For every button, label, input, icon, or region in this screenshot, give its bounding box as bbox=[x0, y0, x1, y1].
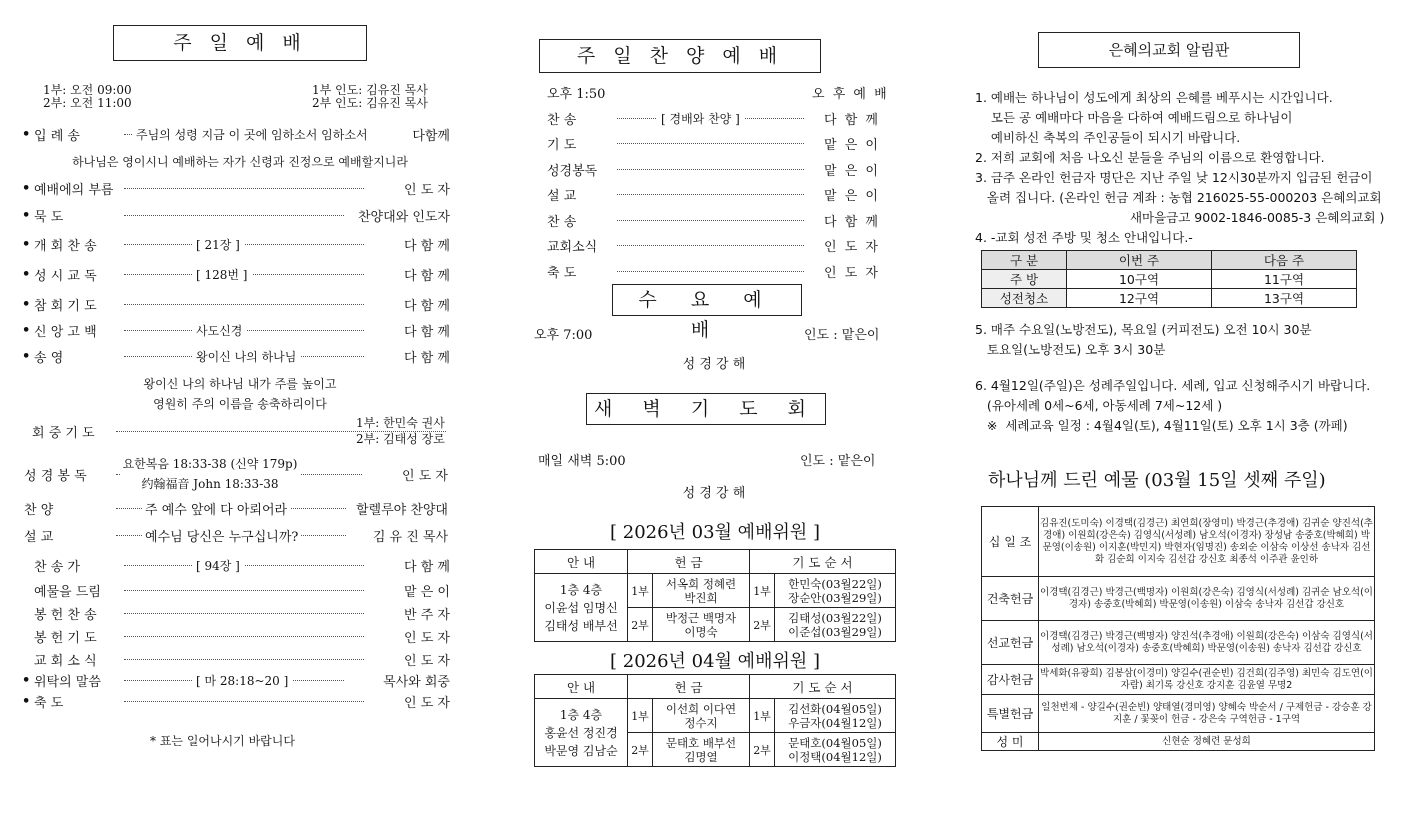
prayer-name: 장순안(03월29일) bbox=[788, 590, 882, 605]
row-middle: 주님의 성령 지금 이 곳에 임하소서 임하소서 bbox=[132, 126, 372, 143]
row-value: 찬양대와 인도자 bbox=[357, 209, 450, 225]
notices-part1 bbox=[975, 88, 1384, 248]
service-leaders bbox=[312, 84, 428, 110]
row-label: 신 앙 고 백 bbox=[34, 324, 97, 340]
clean-row bbox=[982, 270, 1357, 289]
worship-row bbox=[22, 671, 450, 689]
clean-cell: 13구역 bbox=[1212, 289, 1357, 308]
offering-names: 김유진(도미숙) 이경택(김경근) 최연희(장영미) 박경근(추경애) 김귀순 양진석(추경애) 이원희(강은숙) 김영식(서성례) 남오석(이경자) 장성남 송중호(박혜희) 박문영(이송원) 이지훈(박민지) 박현자(임명진) 송외순 이삼숙 이상선 송낙자 김선화 김순희 이지숙 김선갑 강신호 최종석 이주관 윤인하 bbox=[1039, 507, 1375, 577]
notices-part2 bbox=[975, 320, 1370, 436]
scripture-korean: 요한복음 18:33-38 (신약 179p) bbox=[122, 457, 298, 471]
offering-names: 박세화(유광희) 김봉삼(이경미) 양길수(권순빈) 김건희(김주영) 최민숙 김도연(이자람) 최기록 강신호 강지훈 김윤열 무명2 bbox=[1039, 665, 1375, 695]
worship-row bbox=[22, 321, 450, 339]
march-committee-table bbox=[534, 549, 896, 642]
notice-line: 1. 예배는 하나님이 성도에게 최상의 은혜를 베푸시는 시간입니다. bbox=[975, 90, 1333, 105]
offering-name: 김명열 bbox=[684, 749, 718, 764]
praise-row bbox=[547, 160, 880, 178]
header-cell: 기 도 순 서 bbox=[750, 675, 896, 699]
first-service-leader: 1부 인도: 김유진 목사 bbox=[312, 83, 428, 97]
row-value: 목사와 회중 bbox=[383, 674, 450, 690]
offering-row bbox=[982, 665, 1375, 695]
row-star: • bbox=[22, 126, 31, 142]
header-cell: 다음 주 bbox=[1212, 251, 1357, 270]
worship-row bbox=[22, 206, 450, 224]
header-cell: 이번 주 bbox=[1067, 251, 1212, 270]
dawn-leader: 인도 : 맡은이 bbox=[800, 454, 876, 469]
row-star: • bbox=[22, 693, 31, 709]
offering-row bbox=[982, 621, 1375, 665]
guide-cell bbox=[535, 574, 628, 642]
prayer-second: 2부: 김태성 장로 bbox=[356, 432, 445, 446]
row-star: • bbox=[22, 296, 31, 312]
second-service-time: 2부: 오전 11:00 bbox=[43, 96, 132, 110]
row-label: 교회소식 bbox=[547, 240, 598, 255]
dawn-bible-study: 성 경 강 해 bbox=[682, 486, 746, 501]
prayer-first: 1부: 한민숙 권사 bbox=[356, 416, 445, 430]
march-committee-title: [ 2026년 03월 예배위원 ] bbox=[610, 522, 820, 543]
offering-type: 특별헌금 bbox=[982, 695, 1039, 733]
leader-dots bbox=[617, 220, 804, 221]
row-value: 다 함 께 bbox=[404, 268, 450, 284]
row-value: 맡 은 이 bbox=[824, 138, 880, 153]
row-middle: 왕이신 나의 하나님 bbox=[192, 348, 300, 365]
row-middle: [ 128번 ] bbox=[192, 266, 252, 283]
header-cell: 안 내 bbox=[535, 675, 628, 699]
row-label: 찬 양 bbox=[24, 502, 54, 518]
guide-line: 김태성 배부선 bbox=[544, 618, 618, 633]
wednesday-bible-study: 성 경 강 해 bbox=[682, 357, 746, 372]
row-star: • bbox=[22, 207, 31, 223]
row-label: 교 회 소 식 bbox=[34, 653, 97, 669]
notice-board-title: 은혜의교회 알림판 bbox=[1038, 32, 1300, 68]
clean-cell: 주 방 bbox=[982, 270, 1067, 289]
offering-name: 박정근 백명자 bbox=[665, 610, 737, 625]
row-value: 다함께 bbox=[412, 128, 450, 144]
row-star: • bbox=[22, 266, 31, 282]
worship-row bbox=[22, 347, 450, 365]
part-cell: 2부 bbox=[750, 733, 775, 767]
prayer-cell bbox=[775, 574, 896, 608]
offering-type: 십 일 조 bbox=[982, 507, 1039, 577]
leader-dots bbox=[124, 613, 364, 614]
offerings-table bbox=[981, 506, 1375, 751]
row-value: 반 주 자 bbox=[404, 607, 450, 623]
notice-line: (유아세례 0세~6세, 아동세례 7세~12세 ) bbox=[975, 398, 1223, 413]
prayer-name: 김선화(04월05일) bbox=[788, 701, 882, 716]
row-value: 인 도 자 bbox=[404, 695, 450, 711]
prayer-name: 한민숙(03월22일) bbox=[788, 576, 882, 591]
worship-row bbox=[22, 179, 450, 197]
offering-type: 성 미 bbox=[982, 733, 1039, 751]
praise-row bbox=[547, 135, 880, 153]
dawn-time: 매일 새벽 5:00 bbox=[538, 454, 626, 469]
row-value: 맡 은 이 bbox=[824, 189, 880, 204]
praise-worship-title: 주 일 찬 양 예 배 bbox=[539, 39, 821, 73]
part-cell: 1부 bbox=[628, 699, 653, 733]
leader-dots bbox=[124, 244, 364, 245]
row-label: 예물을 드림 bbox=[34, 584, 101, 600]
leader-dots bbox=[617, 245, 804, 246]
row-value: 인 도 자 bbox=[404, 630, 450, 646]
notice-line: 6. 4월12일(주일)은 성례주일입니다. 세례, 입교 신청해주시기 바랍니다. bbox=[975, 378, 1371, 393]
worship-row bbox=[22, 295, 450, 313]
wednesday-leader: 인도 : 맡은이 bbox=[804, 328, 880, 343]
offering-cell bbox=[653, 608, 750, 642]
offering-names: 일천번제 - 양길수(권순빈) 양태열(경미영) 양혜숙 박순서 / 구제헌금 - 강승훈 강지훈 / 꽃꽂이 헌금 - 강은숙 구역헌금 - 1구역 bbox=[1039, 695, 1375, 733]
row-label: 묵 도 bbox=[34, 209, 64, 225]
leader-dots bbox=[124, 188, 364, 189]
guide-line: 홍윤선 정진경 bbox=[544, 725, 618, 740]
row-value: 다 함 께 bbox=[824, 112, 880, 128]
row-label: 성 시 교 독 bbox=[34, 268, 97, 284]
row-label: 봉 헌 찬 송 bbox=[34, 607, 97, 623]
prayer-name: 김태성(03월22일) bbox=[788, 610, 882, 625]
guide-line: 박문영 김남순 bbox=[544, 743, 618, 758]
guide-line: 1층 4층 bbox=[559, 582, 603, 597]
row-label: 축 도 bbox=[34, 695, 64, 711]
row-value: 다 함 께 bbox=[404, 238, 450, 254]
row-middle: [ 마 28:18~20 ] bbox=[192, 672, 292, 689]
row-value: 김 유 진 목사 bbox=[372, 529, 448, 545]
cleaning-schedule-table bbox=[981, 250, 1357, 308]
sunday-worship-title: 주 일 예 배 bbox=[113, 25, 367, 61]
part-cell: 1부 bbox=[628, 574, 653, 608]
leader-dots bbox=[124, 659, 364, 660]
leader-dots bbox=[124, 304, 364, 305]
wednesday-time: 오후 7:00 bbox=[534, 328, 593, 343]
row-label: 성 경 봉 독 bbox=[24, 468, 87, 484]
part-cell: 1부 bbox=[750, 574, 775, 608]
praise-time: 오후 1:50 bbox=[547, 87, 606, 102]
clean-cell: 성전청소 bbox=[982, 289, 1067, 308]
choir-row bbox=[24, 499, 448, 517]
notice-line: 예비하신 축복의 주인공들이 되시기 바랍니다. bbox=[975, 130, 1241, 145]
row-star: • bbox=[22, 236, 31, 252]
notice-line: 토요일(노방전도) 오후 3시 30분 bbox=[975, 342, 1166, 357]
notice-line: 2. 저희 교회에 처음 나오신 분들을 주님의 이름으로 환영합니다. bbox=[975, 150, 1325, 165]
offering-name: 서옥희 정혜련 bbox=[665, 576, 737, 591]
prayer-people bbox=[356, 415, 445, 447]
part-cell: 2부 bbox=[750, 608, 775, 642]
row-label: 개 회 찬 송 bbox=[34, 238, 97, 254]
notice-line: ※ 세례교육 일정 : 4월4일(토), 4월11일(토) 오후 1시 3층 (까페) bbox=[975, 418, 1348, 433]
notice-line: 3. 금주 온라인 헌금자 명단은 지난 주일 낮 12시30분까지 입금된 헌금이 bbox=[975, 170, 1373, 185]
prayer-name: 문태호(04월05일) bbox=[788, 735, 882, 750]
dawn-prayer-title: 새 벽 기 도 회 bbox=[586, 393, 826, 425]
row-label: 참 회 기 도 bbox=[34, 298, 97, 314]
row-label: 봉 헌 기 도 bbox=[34, 630, 97, 646]
part-cell: 1부 bbox=[750, 699, 775, 733]
afternoon-worship-label: 오 후 예 배 bbox=[812, 87, 889, 102]
guide-cell bbox=[535, 699, 628, 767]
row-label: 송 영 bbox=[34, 350, 64, 366]
guide-line: 1층 4층 bbox=[559, 707, 603, 722]
second-service-leader: 2부 인도: 김유진 목사 bbox=[312, 96, 428, 110]
prayer-name: 우금자(04월12일) bbox=[788, 715, 882, 730]
offering-row bbox=[982, 695, 1375, 733]
header-cell: 구 분 bbox=[982, 251, 1067, 270]
leader-dots bbox=[617, 143, 804, 144]
notice-line: 4. -교회 성전 주방 및 청소 안내입니다.- bbox=[975, 230, 1193, 245]
row-label: 축 도 bbox=[547, 265, 577, 281]
april-committee-table bbox=[534, 674, 896, 767]
first-service-time: 1부: 오전 09:00 bbox=[43, 83, 132, 97]
prayer-cell bbox=[775, 608, 896, 642]
row-middle: [ 94장 ] bbox=[192, 557, 244, 574]
row-value: 다 함 께 bbox=[404, 350, 450, 366]
offering-cell bbox=[653, 733, 750, 767]
offering-name: 정수지 bbox=[684, 715, 718, 730]
offering-type: 건축헌금 bbox=[982, 577, 1039, 621]
offering-row bbox=[982, 577, 1375, 621]
scripture-reference bbox=[120, 454, 300, 494]
offering-row bbox=[982, 507, 1375, 577]
header-cell: 기 도 순 서 bbox=[750, 550, 896, 574]
row-value: 인 도 자 bbox=[824, 240, 880, 255]
scripture-chinese: 约翰福音 John 18:33-38 bbox=[141, 477, 279, 491]
prayer-cell bbox=[775, 699, 896, 733]
part-cell: 2부 bbox=[628, 608, 653, 642]
row-label: 찬 송 가 bbox=[34, 559, 80, 575]
row-value: 인 도 자 bbox=[824, 265, 880, 281]
clean-cell: 11구역 bbox=[1212, 270, 1357, 289]
prayer-cell bbox=[775, 733, 896, 767]
offering-name: 이선희 이다연 bbox=[665, 701, 737, 716]
offering-type: 감사헌금 bbox=[982, 665, 1039, 695]
offering-cell bbox=[653, 699, 750, 733]
notice-line: 모든 공 예배마다 마음을 다하여 예배드림으로 하나님이 bbox=[975, 110, 1293, 125]
leader-dots bbox=[124, 636, 364, 637]
wednesday-worship-title: 수 요 예 배 bbox=[612, 284, 802, 316]
clean-header-row bbox=[982, 251, 1357, 270]
row-middle: 주 예수 앞에 다 아뢰어라 bbox=[142, 499, 290, 518]
row-star: • bbox=[22, 672, 31, 688]
leader-dots bbox=[617, 194, 804, 195]
row-label: 설 교 bbox=[24, 529, 54, 545]
worship-row bbox=[22, 650, 450, 668]
row-value: 다 함 께 bbox=[404, 559, 450, 575]
row-label: 예배에의 부름 bbox=[34, 182, 114, 198]
committee-row bbox=[535, 574, 896, 608]
row-label: 찬 송 bbox=[547, 214, 577, 230]
row-middle: [ 21장 ] bbox=[192, 236, 244, 253]
row-star: • bbox=[22, 322, 31, 338]
standing-note: * 표는 일어나시기 바랍니다 bbox=[150, 734, 295, 748]
row-label: 성경봉독 bbox=[547, 163, 598, 179]
offering-cell bbox=[653, 574, 750, 608]
clean-cell: 10구역 bbox=[1067, 270, 1212, 289]
leader-dots bbox=[124, 590, 364, 591]
worship-row bbox=[22, 125, 450, 143]
leader-dots bbox=[124, 565, 364, 566]
worship-row bbox=[22, 556, 450, 574]
row-value: 맡 은 이 bbox=[404, 584, 450, 600]
row-middle: 사도신경 bbox=[192, 322, 246, 339]
worship-row bbox=[22, 627, 450, 645]
header-cell: 헌 금 bbox=[628, 550, 750, 574]
header-cell: 헌 금 bbox=[628, 675, 750, 699]
notice-line: 5. 매주 수요일(노방전도), 목요일 (커피전도) 오전 10시 30분 bbox=[975, 322, 1312, 337]
lyric-line: 왕이신 나의 하나님 내가 주를 높이고 bbox=[143, 377, 337, 391]
prayer-name: 이정택(04월12일) bbox=[788, 749, 882, 764]
header-cell: 안 내 bbox=[535, 550, 628, 574]
worship-scripture-line: 하나님은 영이시니 예배하는 자가 신령과 진정으로 예배할지니라 bbox=[72, 155, 408, 169]
row-value: 맡 은 이 bbox=[824, 163, 880, 179]
committee-header-row bbox=[535, 550, 896, 574]
committee-row bbox=[535, 699, 896, 733]
row-label: 설 교 bbox=[547, 189, 577, 204]
notice-line: 새마을금고 9002-1846-0085-3 은혜의교회 ) bbox=[975, 210, 1385, 225]
offering-names: 이경택(김경근) 박경근(백명자) 양진석(추경애) 이원희(강은숙) 이삼숙 김영식(서성례) 남오석(이경자) 송중호(박혜희) 박문영(이송원) 송낙자 김선갑 강신호 bbox=[1039, 621, 1375, 665]
offering-name: 문태호 배부선 bbox=[665, 735, 737, 750]
worship-row bbox=[22, 265, 450, 283]
row-value: 할렐루야 찬양대 bbox=[355, 502, 448, 518]
offerings-title: 하나님께 드린 예물 (03월 15일 셋째 주일) bbox=[988, 470, 1326, 491]
praise-row bbox=[547, 262, 880, 280]
leader-dots bbox=[124, 215, 344, 216]
part-cell: 2부 bbox=[628, 733, 653, 767]
worship-row bbox=[22, 235, 450, 253]
row-value: 인 도 자 bbox=[404, 182, 450, 198]
row-label: 기 도 bbox=[547, 138, 577, 153]
offering-type: 선교헌금 bbox=[982, 621, 1039, 665]
offering-row bbox=[982, 733, 1375, 751]
praise-row bbox=[547, 237, 880, 255]
april-committee-title: [ 2026년 04월 예배위원 ] bbox=[610, 651, 820, 672]
offering-name: 이명숙 bbox=[684, 624, 718, 639]
praise-row bbox=[547, 186, 880, 204]
notice-line: 올려 집니다. (온라인 헌금 계좌 : 농협 216025-55-000203 은혜의교회 bbox=[975, 190, 1382, 205]
row-label: 입 례 송 bbox=[34, 128, 80, 144]
prayer-name: 이준섭(03월29일) bbox=[788, 624, 882, 639]
praise-row bbox=[547, 109, 880, 127]
lyric-line: 영원히 주의 이름을 송축하리이다 bbox=[153, 397, 327, 411]
sermon-row bbox=[24, 526, 448, 544]
committee-header-row bbox=[535, 675, 896, 699]
clean-row bbox=[982, 289, 1357, 308]
row-star: • bbox=[22, 348, 31, 364]
worship-row bbox=[22, 604, 450, 622]
song-lyrics bbox=[30, 374, 450, 414]
praise-row bbox=[547, 211, 880, 229]
offering-names: 이경택(김경근) 박경근(백명자) 이원희(강은숙) 김영식(서성례) 김귀순 남오석(이경자) 송중호(박혜희) 박문영(이송원) 이삼숙 송낙자 김선갑 강신호 bbox=[1039, 577, 1375, 621]
offering-names: 신현순 정혜련 문성희 bbox=[1039, 733, 1375, 751]
row-middle: 예수님 당신은 누구십니까? bbox=[142, 526, 301, 545]
row-value: 인 도 자 bbox=[402, 468, 448, 484]
row-value: 다 함 께 bbox=[404, 298, 450, 314]
row-value: 다 함 께 bbox=[404, 324, 450, 340]
clean-cell: 12구역 bbox=[1067, 289, 1212, 308]
row-label: 회 중 기 도 bbox=[32, 425, 95, 441]
worship-row bbox=[22, 692, 450, 710]
row-label: 위탁의 말씀 bbox=[34, 674, 101, 690]
guide-line: 이윤섭 임명신 bbox=[544, 600, 618, 615]
leader-dots bbox=[124, 701, 364, 702]
row-value: 다 함 께 bbox=[824, 214, 880, 230]
row-middle: [ 경배와 찬양 ] bbox=[657, 110, 744, 127]
row-star: • bbox=[22, 180, 31, 196]
worship-row bbox=[22, 581, 450, 599]
service-times bbox=[43, 84, 132, 110]
row-label: 찬 송 bbox=[547, 112, 577, 128]
offering-name: 박진희 bbox=[684, 590, 718, 605]
row-value: 인 도 자 bbox=[404, 653, 450, 669]
leader-dots bbox=[617, 169, 804, 170]
leader-dots bbox=[617, 271, 804, 272]
